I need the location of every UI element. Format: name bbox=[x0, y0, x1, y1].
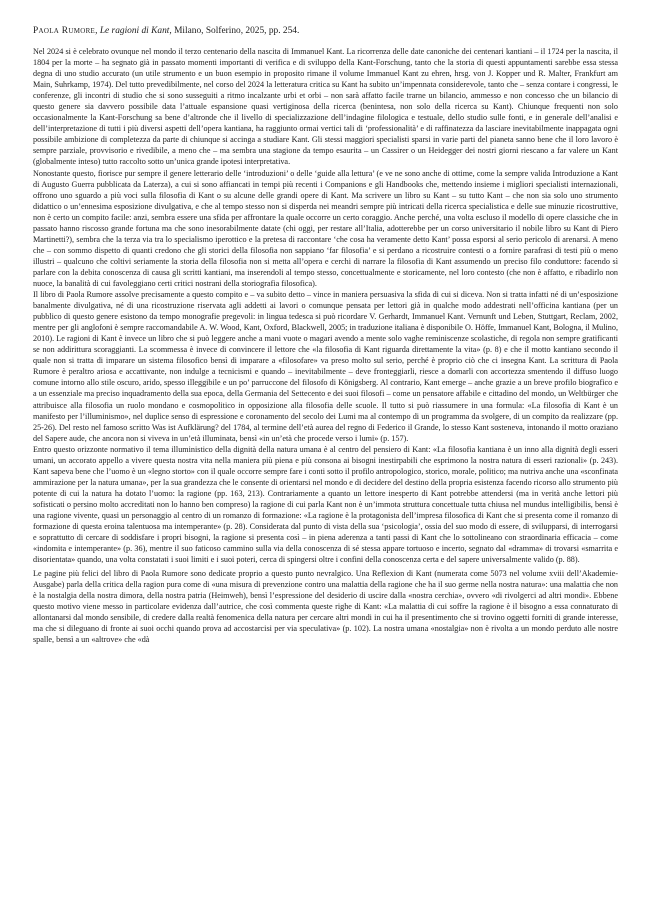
paragraph-2: Nonostante questo, fiorisce pur sempre il genere letterario delle ‘introduzioni’ o delle ‘guide alla lettura’ (e ve ne sono anche di ottime, come la sempre valida Introduzione a Kant di Augusto Guerra pubblicata da Laterza), a cui si sono affiancati in tempi più recenti i Companions e gli Handbooks che, mettendo insieme i migliori specialisti internazionali, offrono uno sguardo a più voci sulla filosofia di Kant o su alcune delle grandi opere di Kant. Ma scrivere un libro su Kant – su tutto Kant – che non sia solo uno strumento didattico o un’ennesima esposizione divulgativa, e che al tempo stesso non si disperda nei meandri sempre più intricati della ricerca specialistica e delle sue minuzie ricostruttive, non è certo un compito facile: anzi, sembra essere una sfida per affrontare la quale occorre un certo coraggio. Anche perché, una volta escluso il modello di opere classiche che in passato hanno riscosso grande fortuna ma che sono inesorabilmente datate (chi oggi, per restare all’Italia, adotterebbe per un corso universitario il nobile libro su Kant di Piero Martinetti?), sembra che la terza via tra lo specialismo iperottico e la pretesa di raccontare ‘che cosa ha veramente detto Kant’ possa esporsi al serio pericolo di arenarsi. A meno che – con sommo dispetto di quanti credono che gli storici della filosofia non sappiano ‘far filosofia’ e si perdano a ricostruire contesti o a fornire parafrasi di testi più o meno illustri – qualcuno che coltivi seriamente la storia della filosofia non si metta all’opera e cerchi di narrare la filosofia di Kant assumendo un preciso filo conduttore: facendo sì parlare con la debita conoscenza di causa gli scritti kantiani, ma inserendoli al tempo stesso, concettualmente e storicamente, nel loro contesto (che non è affatto, e ribadirlo non nuoce, la banalità di cui favoleggiano certi critici nostrani della storiografia filosofica). bbox=[33, 168, 618, 288]
paragraph-5: Le pagine più felici del libro di Paola Rumore sono dedicate proprio a questo punto nevralgico. Una Reflexion di Kant (numerata come 5073 nel volume xviii dell’Akademie-Ausgabe) parla della critica della ragion pura come di «una misura di prevenzione contro una malattia della ragione che ha il suo germe nella nostra natura»: una malattia che non è la nostalgia della nostra dimora, della nostra patria (Heimweh), bensì l’espressione del desiderio di uscire dalla «nostra cerchia», ovvero «di rivolgerci ad altri mondi». Ebbene questo motivo viene messo in particolare evidenza dall’autrice, che così commenta queste righe di Kant: «La malattia di cui soffre la ragione è il bisogno a essa connaturato di allontanarsi dal mondo sensibile, di credere dalla realtà fenomenica della natura per cercare altri mondi in cui ha il presentimento che si trovino oggetti forniti di grande interesse, ma che si dileguano di fronte ai suoi occhi quando prova ad accostarcisi per via speculativa» (p. 102). La nostra umana «nostalgia» non è rivolta a un mondo perduto alle nostre spalle, bensì a un «altrove» che «dà bbox=[33, 569, 618, 645]
header-separator: , bbox=[95, 26, 100, 36]
paragraph-1: Nel 2024 si è celebrato ovunque nel mondo il terzo centenario della nascita di Immanuel Kant. La ricorrenza delle date canoniche dei centenari kantiani – il 1724 per la nascita, il 1804 per la morte – ha segnato già in passato momenti importanti di verifica e di sviluppo della Kant-Forschung, tanto che la storia di questi appuntamenti sarebbe essa stessa degna di uno studio accurato (un utile strumento e un buon esempio in proposito rimane il volume Immanuel Kant zu ehren, hrsg. von J. Kopper und R. Malter, Frankfurt am Main, Suhrkamp, 1974). Del tutto prevedibilmente, nel corso del 2024 la letteratura critica su Kant ha subito un’impennata considerevole, tanto che – senza contare i congressi, le conferenze, gli incontri di studio che si sono susseguiti a ritmo incalzante urbi et orbi – non sarà affatto facile trarne un bilancio, ammesso e non concesso che un bilancio di questo genere sia davvero possibile data l’attuale espansione quasi vertiginosa della ricerca (benintesa, non solo della ricerca su Kant). Chiunque frequenti non solo occasionalmente la Kant-Forschung sa bene d’altronde che il livello di specializzazione dell’indagine filologica e testuale, dello studio sulle fonti, e in generale dell’analisi e dell’interpretazione di tutti i più diversi aspetti dell’opera kantiana, ha raggiunto ormai vertici tali di ‘professionalità’ e di raffinatezza da lasciare inevitabilmente inappagata ogni possibile ambizione di completezza da parte di chiunque si accinga a studiare Kant. Gli stessi maggiori specialisti sparsi in varie parti del pianeta sanno bene che il loro lavoro è sempre parziale, provvisorio e rivedibile, a meno che – ma sembra una stagione da tempo esaurita – un Cassirer o un Heidegger dei nostri giorni riescano a far valere un Kant (globalmente inteso) tutto raccolto sotto un’unica grande ipotesi interpretativa. bbox=[33, 47, 618, 167]
book-title: Le ragioni di Kant bbox=[99, 26, 170, 36]
paragraph-4: Entro questo orizzonte normativo il tema illuministico della dignità della natura umana è al centro del pensiero di Kant: «La filosofia kantiana è un inno alla dignità degli esseri umani, un accorato appello a vivere questa nostra vita nella maniera più piena e più consona ai bisogni inestirpabili che esprimono la nostra natura di esseri razionali» (p. 243). Kant sapeva bene che l’uomo è un «legno storto» con il quale occorre sempre fare i conti sotto il profilo antropologico, storico, morale, politico; ma nutriva anche una «sconfinata ammirazione per la natura umana», per la sua grandezza che le consente di orientarsi nel mondo e di decidere del destino della propria esistenza facendo ricorso allo strumento più potente di cui la natura ha dotato l’uomo: la ragione (pp. 163, 213). Contrariamente a quanto un lettore inesperto di Kant potrebbe attendersi (ma in verità anche lettori più sofisticati o persino molto accreditati non lo hanno ben compreso) la ragione di cui parla Kant non è un’immota struttura concettuale tutta chiusa nel mundus intelligibilis, bensì è una ragione vivente, quasi un personaggio al centro di un romanzo di formazione: «La ragione è la protagonista dell’impresa filosofica di Kant che si presenta come il romanzo di formazione di questa eroina talentuosa ma intemperante» (p. 28). Considerata dal punto di vista della sua ‘psicologia’, ossia del suo modo di essere, di svilupparsi, di interrogarsi e soprattutto di cercare di soddisfare i propri bisogni, la ragione si presenta così – in piena aderenza a tanti passi di Kant che lo sottolineano con straordinaria efficacia – come «indomita e intemperante» (p. 36), mentre il suo faticoso cammino sulla via della conoscenza di sé stessa appare tortuoso e incerto, segnato dal «dramma» di trovarsi «smarrita e disorientata» quando, una volta constatati i suoi limiti e i suoi poteri, cerca di spingersi oltre i confini della conoscenza certa e del sapere universalmente valido (p. 88). bbox=[33, 444, 618, 565]
review-page bbox=[33, 25, 618, 905]
review-header bbox=[33, 25, 618, 38]
book-author: Paola Rumore bbox=[33, 26, 96, 36]
book-publication-info: , Milano, Solferino, 2025, pp. 254. bbox=[169, 26, 300, 36]
paragraph-3: Il libro di Paola Rumore assolve precisamente a questo compito e – va subito detto – vince in maniera persuasiva la sfida di cui si diceva. Non si tratta infatti né di un’esposizione banalmente divulgativa, né di una ricostruzione riservata agli addetti ai lavori o comunque pensata per lettori già in qualche modo addestrati nell’officina kantiana (per un pubblico di questo genere esistono da tempo monografie pregevoli: in lingua tedesca si può ricordare V. Gerhardt, Immanuel Kant. Vernunft und Leben, Stuttgart, Reclam, 2002, mentre per gli anglofoni è sempre raccomandabile A. W. Wood, Kant, Oxford, Blackwell, 2005; in traduzione italiana è disponibile O. Höffe, Immanuel Kant, Bologna, il Mulino, 2010). Le ragioni di Kant è invece un libro che si può leggere anche a mani vuote o magari avendo a mente solo vaghe reminiscenze scolastiche, di regola non sempre gratificanti se non addirittura scoraggianti. La scommessa è invece di convincere il lettore che «la filosofia di Kant riguarda direttamente la vita» (p. 8) e che il motto kantiano secondo il quale non si tratta di imparare un sistema filosofico bensì di imparare a «filosofare» va preso molto sul serio, perché è proprio ciò che ci insegna Kant. La scrittura di Paola Rumore è peraltro ariosa e accattivante, non indulge a tecnicismi e quando – inevitabilmente – deve fronteggiarli, riesce a domarli con accortezza smentendo il diffuso luogo comune intorno allo stile oscuro, arido, spesso illeggibile e un po’ parruccone del filosofo di Königsberg. Al contrario, Kant emerge – anche grazie a un breve profilo biografico e a un essenziale ma preciso inquadramento della sua epoca, della Germania del Settecento e dei suoi filosofi – come un pensatore affabile e cittadino del mondo, un Weltbürger che attribuisce alla filosofia un ruolo mondano e cosmopolitico in opposizione alla filosofia delle scuole. Il tutto si può riassumere in una formula: «La filosofia di Kant è un manifesto per l’illuminismo», nel duplice senso di espressione e coronamento del secolo dei Lumi ma al contempo di un programma da svolgere, di un compito da realizzare (pp. 25-26). Del resto nel famoso scritto Was ist Aufklärung? del 1784, al termine dell’età aurea del regno di Federico il Grande, lo stesso Kant sosteneva, intonando il motto oraziano del Sapere aude, che ancora non si viveva in un’età illuminata, bensì «in un’età che procede verso i lumi» (p. 157). bbox=[33, 290, 618, 443]
